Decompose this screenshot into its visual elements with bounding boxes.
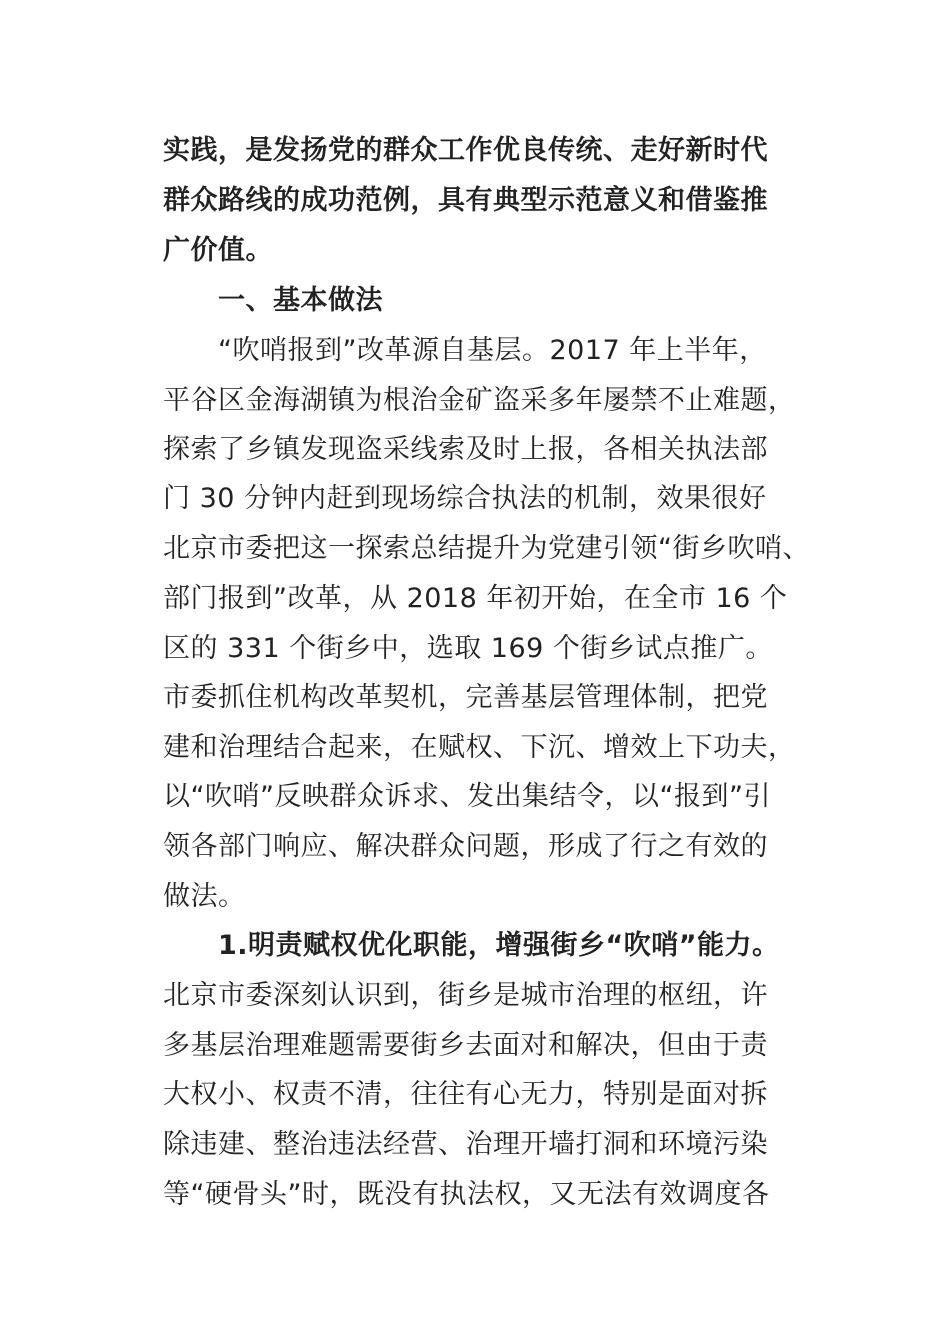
paragraph-line: “吹哨报到”改革源自基层。2017 年上半年， [218, 335, 767, 366]
paragraph-line: 部门报到”改革，从 2018 年初开始，在全市 16 个 [163, 583, 788, 614]
paragraph-line: 等“硬骨头”时，既没有执法权，又无法有效调度各 [163, 1179, 770, 1210]
paragraph-line: 探索了乡镇发现盗采线索及时上报，各相关执法部 [163, 434, 768, 465]
subheading: 1.明责赋权优化职能，增强街乡“吹哨”能力。 [218, 930, 780, 961]
paragraph-line: 多基层治理难题需要街乡去面对和解决，但由于责 [163, 1030, 768, 1061]
paragraph-line: 大权小、权责不清，往往有心无力，特别是面对拆 [163, 1079, 768, 1110]
paragraph-line: 北京市委深刻认识到，街乡是城市治理的枢纽，许 [163, 980, 768, 1011]
paragraph-line: 北京市委把这一探索总结提升为党建引领“街乡吹哨、 [163, 533, 810, 564]
paragraph-line: 门 30 分钟内赶到现场综合执法的机制，效果很好 [163, 483, 767, 514]
intro-line: 实践，是发扬党的群众工作优良传统、走好新时代 [163, 135, 768, 166]
section-heading: 一、基本做法 [218, 285, 383, 316]
paragraph-line: 市委抓住机构改革契机，完善基层管理体制，把党 [163, 682, 768, 713]
paragraph-line: 以“吹哨”反映群众诉求、发出集结令，以“报到”引 [163, 781, 771, 812]
paragraph-line: 区的 331 个街乡中，选取 169 个街乡试点推广。 [163, 633, 773, 664]
intro-line: 广价值。 [163, 235, 273, 266]
paragraph-line: 领各部门响应、解决群众问题，形成了行之有效的 [163, 831, 768, 862]
paragraph-line: 建和治理结合起来，在赋权、下沉、增效上下功夫， [163, 732, 796, 763]
paragraph-line: 做法。 [163, 881, 246, 912]
paragraph-line: 除违建、整治违法经营、治理开墙打洞和环境污染 [163, 1129, 768, 1160]
paragraph-line: 平谷区金海湖镇为根治金矿盗采多年屡禁不止难题， [163, 385, 796, 416]
intro-line: 群众路线的成功范例，具有典型示范意义和借鉴推 [163, 185, 768, 216]
